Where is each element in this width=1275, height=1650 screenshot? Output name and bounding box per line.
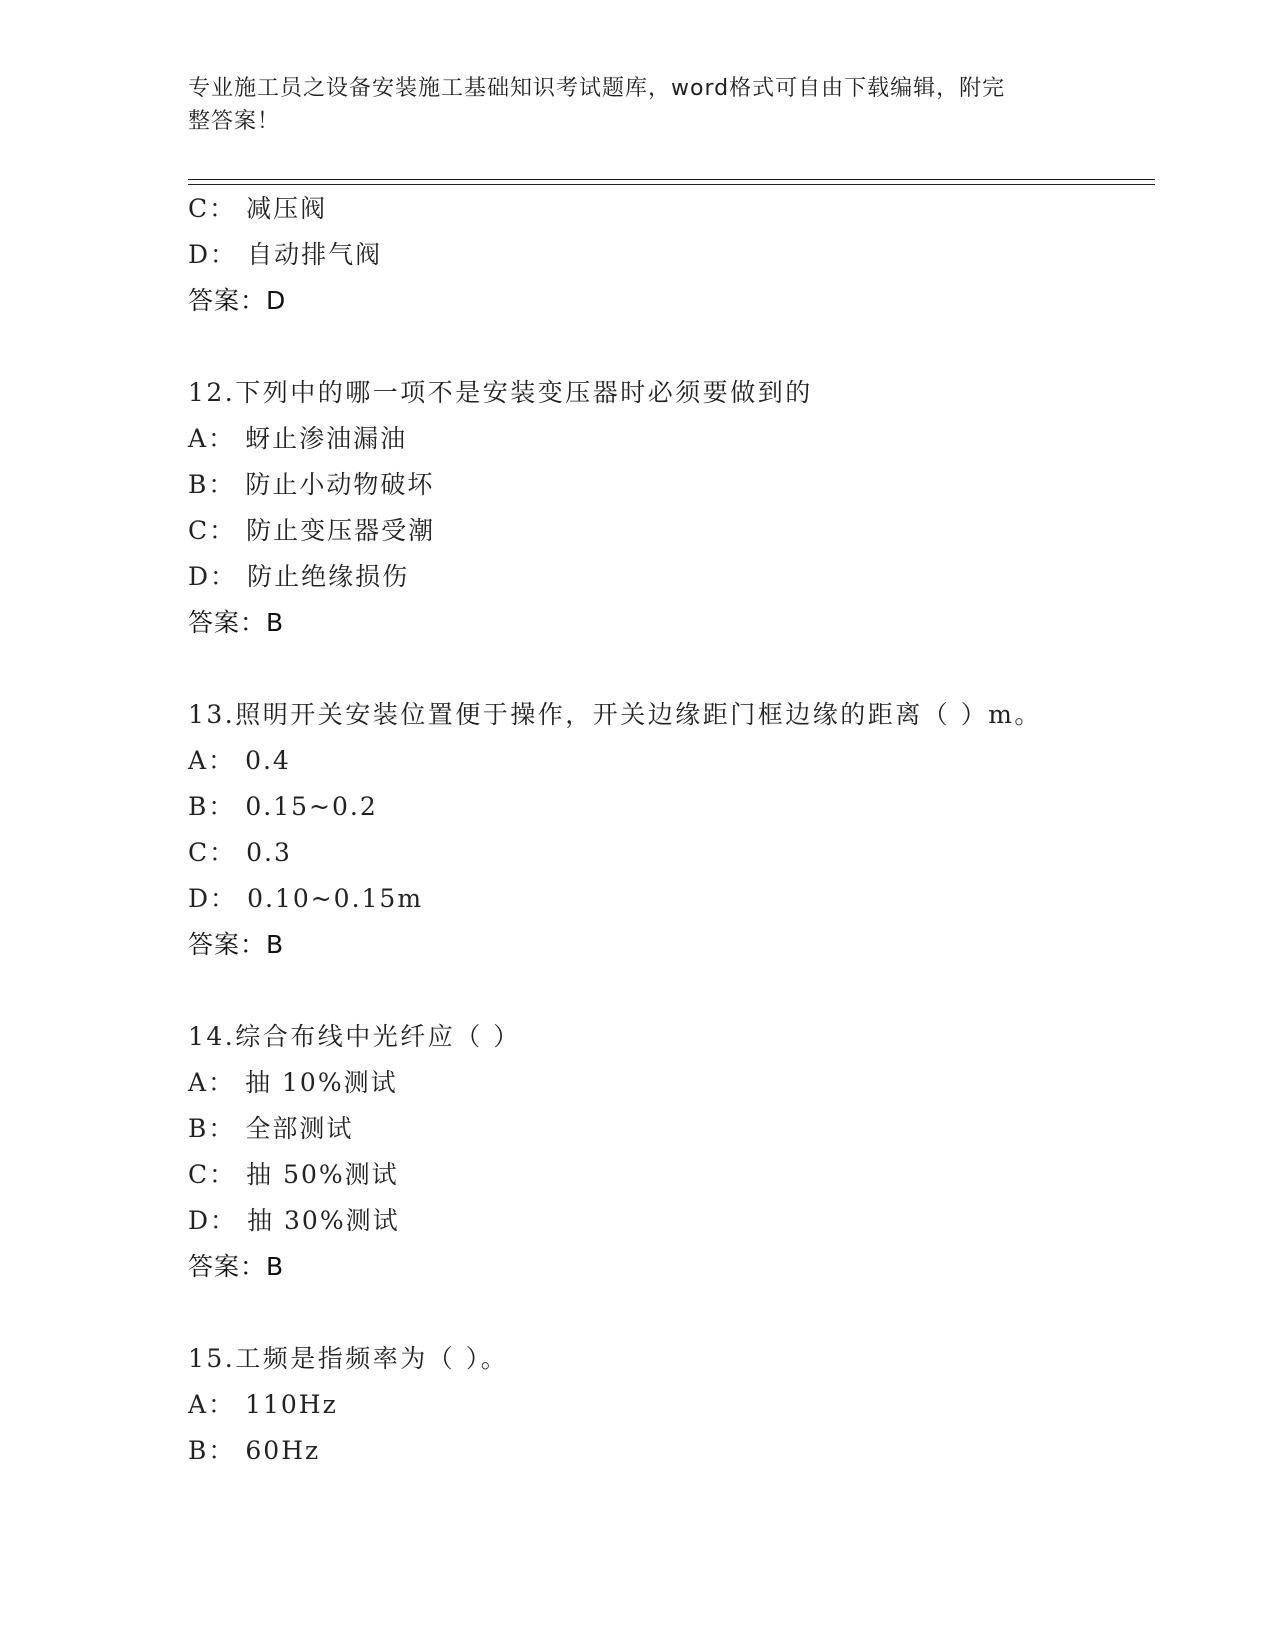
header-line-1: 专业施工员之设备安装施工基础知识考试题库，word格式可自由下载编辑，附完 [188, 76, 1006, 101]
option-text: 减压阀 [246, 194, 328, 223]
option-letter: C [188, 838, 210, 867]
option-line [188, 784, 1148, 830]
option-line [188, 462, 1148, 508]
option-text: 0.15~0.2 [245, 792, 378, 821]
option-letter: D [188, 884, 211, 913]
option-line [188, 554, 1148, 600]
option-line [188, 1382, 1148, 1428]
option-separator: ： [208, 1390, 236, 1419]
option-line [188, 1198, 1148, 1244]
option-separator: ： [209, 516, 237, 545]
option-letter: A [188, 746, 209, 775]
option-line [188, 232, 1148, 278]
option-line [188, 876, 1148, 922]
option-separator: ： [208, 1068, 236, 1097]
option-text: 防止变压器受潮 [246, 516, 436, 545]
option-separator: ： [208, 470, 236, 499]
header-rule-top [188, 179, 1155, 180]
option-line [188, 830, 1148, 876]
option-text: 自动排气阀 [247, 240, 383, 269]
option-line [188, 508, 1148, 554]
option-text: 0.10~0.15m [247, 884, 424, 913]
option-separator: ： [209, 838, 237, 867]
option-separator: ： [210, 562, 238, 591]
question-content [188, 186, 1148, 1474]
option-line [188, 1152, 1148, 1198]
option-separator: ： [209, 194, 237, 223]
option-letter: A [188, 1390, 209, 1419]
option-text: 抽 10%测试 [245, 1068, 398, 1097]
answer-line: 答案：B [188, 930, 285, 959]
option-text: 110Hz [245, 1390, 338, 1419]
option-separator: ： [208, 1114, 236, 1143]
answer-line: 答案：D [188, 286, 287, 315]
option-separator: ： [208, 792, 236, 821]
option-text: 全部测试 [245, 1114, 354, 1143]
option-separator: ： [209, 1160, 237, 1189]
option-text: 0.3 [246, 838, 292, 867]
option-text: 0.4 [245, 746, 291, 775]
option-letter: B [188, 792, 209, 821]
option-text: 抽 30%测试 [247, 1206, 400, 1235]
option-letter: C [188, 1160, 210, 1189]
option-letter: C [188, 516, 210, 545]
answer-line: 答案：B [188, 608, 285, 637]
option-line [188, 738, 1148, 784]
option-separator: ： [208, 1436, 236, 1465]
option-separator: ： [210, 1206, 238, 1235]
option-letter: B [188, 1114, 209, 1143]
answer-line: 答案：B [188, 1252, 285, 1281]
option-letter: B [188, 470, 209, 499]
option-letter: C [188, 194, 210, 223]
document-header [188, 72, 1068, 138]
option-letter: D [188, 240, 211, 269]
option-letter: D [188, 562, 211, 591]
option-line [188, 1060, 1148, 1106]
option-letter: B [188, 1436, 209, 1465]
question-stem: 15.工频是指频率为（ ）。 [188, 1344, 509, 1373]
option-text: 60Hz [245, 1436, 321, 1465]
option-separator: ： [210, 240, 238, 269]
option-separator: ： [210, 884, 238, 913]
question-stem: 14.综合布线中光纤应（ ） [188, 1022, 521, 1051]
option-separator: ： [208, 424, 236, 453]
option-text: 抽 50%测试 [246, 1160, 399, 1189]
header-line-2: 整答案！ [188, 109, 281, 134]
option-text: 防止绝缘损伤 [247, 562, 410, 591]
option-letter: D [188, 1206, 211, 1235]
option-line [188, 416, 1148, 462]
option-letter: A [188, 424, 209, 453]
question-stem: 12.下列中的哪一项不是安装变压器时必须要做到的 [188, 378, 813, 407]
option-line [188, 1428, 1148, 1474]
option-line [188, 186, 1148, 232]
header-rule-bottom [188, 184, 1155, 185]
question-stem: 13.照明开关安装位置便于操作，开关边缘距门框边缘的距离（ ）m。 [188, 700, 1042, 729]
option-letter: A [188, 1068, 209, 1097]
option-text: 蚜止渗油漏油 [245, 424, 408, 453]
option-text: 防止小动物破坏 [245, 470, 435, 499]
option-separator: ： [208, 746, 236, 775]
option-line [188, 1106, 1148, 1152]
